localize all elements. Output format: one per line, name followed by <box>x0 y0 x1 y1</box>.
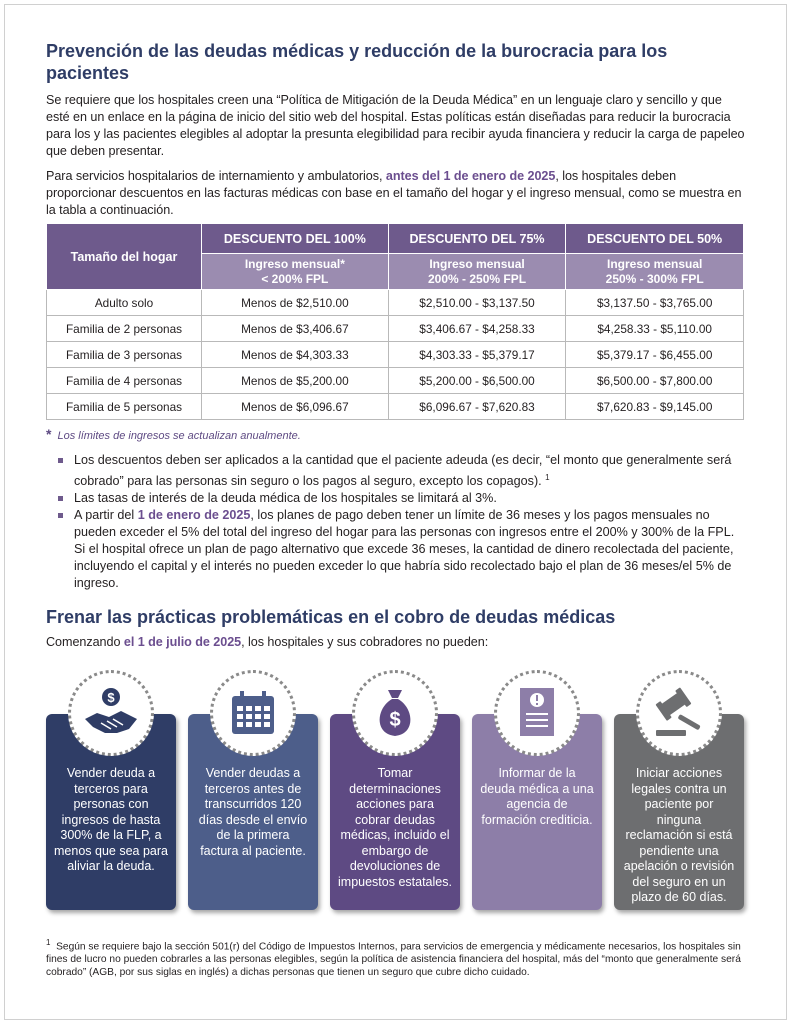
household-cell: Familia de 2 personas <box>47 316 202 342</box>
bullet-1-text: Los descuentos deben ser aplicados a la cantidad que el paciente adeuda (es decir, “el monto que generalmente será cobrado” para las personas sin seguro o los pagos al seguro, excepto los copagos). <box>74 453 732 489</box>
note-text: Los límites de ingresos se actualizan anualmente. <box>57 430 301 442</box>
note-asterisk: * <box>46 426 52 442</box>
income-cell: $7,620.83 - $9,145.00 <box>566 394 744 420</box>
income-cell: Menos de $6,096.67 <box>202 394 389 420</box>
footnote-text: Según se requiere bajo la sección 501(r) del Código de Impuestos Internos, para servicios de emergencia y médicamente necesarios, los hospitales sin fines de lucro no pueden cobrarles a las personas elegibles, según la política de asistencia financiera del hospital, más del “monto que generalmente será cobrado” (AGB, por sus siglas en inglés) a dichas personas que tienen un seguro que cubre dicho cuidado. <box>46 941 741 979</box>
table-row <box>47 316 744 342</box>
subheader-75-line2: 200% - 250% FPL <box>428 271 527 286</box>
table-row <box>47 342 744 368</box>
header-discount-75: DESCUENTO DEL 75% <box>388 224 566 254</box>
household-cell: Familia de 4 personas <box>47 368 202 394</box>
bullet-square-icon <box>58 458 63 463</box>
table-row <box>47 290 744 316</box>
intro-date-highlight: el 1 de julio de 2025 <box>123 635 242 650</box>
bullet-2-text: Las tasas de interés de la deuda médica de los hospitales se limitará al 3%. <box>74 491 497 506</box>
household-cell: Familia de 3 personas <box>47 342 202 368</box>
discount-paragraph-pre: Para servicios hospitalarios de internamiento y ambulatorios, <box>46 169 386 183</box>
subheader-100 <box>202 254 389 290</box>
bullet-square-icon <box>58 496 63 501</box>
table-row <box>47 394 744 420</box>
intro-pre: Comenzando <box>46 635 124 650</box>
card-text: Vender deuda a terceros para personas con ingresos de hasta 300% de la FLP, a menos que sea para aliviar la deuda. <box>54 766 168 873</box>
card-text: Tomar determinaciones acciones para cobrar deudas médicas, incluido el embargo de devoluciones de impuestos estatales. <box>338 766 452 889</box>
income-cell: $5,200.00 - $6,500.00 <box>388 368 566 394</box>
subheader-50 <box>566 254 744 290</box>
income-cell: $5,379.17 - $6,455.00 <box>566 342 744 368</box>
income-cell: $4,303.33 - $5,379.17 <box>388 342 566 368</box>
bullet-3-pre: A partir del <box>74 508 138 523</box>
gavel-icon <box>636 670 722 756</box>
money-bag-icon <box>352 670 438 756</box>
prohibited-practices <box>46 670 746 920</box>
discount-date-highlight: antes del 1 de enero de 2025 <box>385 169 556 183</box>
footnote-ref: 1 <box>545 473 550 482</box>
bullet-3-post: , los planes de pago deben tener un límite de 36 meses y los pagos mensuales no pueden exceder el 5% del total del ingreso del hogar para las personas con ingresos entre el 200% y 300% de la FPL. Si el hospital ofrece un plan de pago alternativo que excede 36 meses, la cantidad de dinero recolectada del paciente, incluyendo el capital y el interés no pueden exceder lo que habría sido recolectado bajo el plan de 36 meses/el 5% de ingreso. <box>74 508 735 591</box>
calendar-icon <box>210 670 296 756</box>
header-discount-100: DESCUENTO DEL 100% <box>202 224 389 254</box>
credit-report-icon <box>494 670 580 756</box>
card-text: Iniciar acciones legales contra un paciente por ninguna reclamación si está pendiente una apelación o revisión del seguro en un plazo de 60 días. <box>623 766 735 904</box>
card-text: Vender deudas a terceros antes de transcurridos 120 días desde el envío de la primera factura al paciente. <box>198 766 308 858</box>
discount-table <box>46 223 744 420</box>
intro-post: , los hospitales y sus cobradores no pueden: <box>241 635 489 650</box>
income-cell: $3,406.67 - $4,258.33 <box>388 316 566 342</box>
section-title-collections: Frenar las prácticas problemáticas en el cobro de deudas médicas <box>46 607 616 628</box>
household-cell: Adulto solo <box>47 290 202 316</box>
income-cell: Menos de $4,303.33 <box>202 342 389 368</box>
table-row <box>47 368 744 394</box>
subheader-100-line2: < 200% FPL <box>261 271 329 286</box>
income-cell: $4,258.33 - $5,110.00 <box>566 316 744 342</box>
list-item <box>46 507 746 592</box>
rules-list <box>46 452 746 592</box>
handshake-dollar-icon <box>68 670 154 756</box>
card-text: Informar de la deuda médica a una agencia de formación crediticia. <box>480 766 594 827</box>
income-cell: $3,137.50 - $3,765.00 <box>566 290 744 316</box>
policy-paragraph: Se requiere que los hospitales creen una “Política de Mitigación de la Deuda Médica” en un lenguaje claro y sencillo y que esté en un enlace en la página de inicio del sitio web del hospital. Estas políticas están diseñadas para reducir la burocracia para los y las pacientes elegibles al adoptar la presunta elegibilidad para recibir ayuda financiera y reducir la carga de papeleo que deben presentar. <box>46 93 745 158</box>
income-cell: Menos de $5,200.00 <box>202 368 389 394</box>
bullet-square-icon <box>58 513 63 518</box>
subheader-75-line1: Ingreso mensual <box>429 256 525 271</box>
discount-paragraph-post: , los hospitales deben proporcionar descuentos en las facturas médicas con base en el tamaño del hogar y el ingreso mensual, como se muestra en la tabla a continuación. <box>46 169 742 217</box>
table-corner-header: Tamaño del hogar <box>47 224 202 290</box>
subheader-50-line2: 250% - 300% FPL <box>605 271 704 286</box>
income-cell: $2,510.00 - $3,137.50 <box>388 290 566 316</box>
section-title-prevention: Prevención de las deudas médicas y reducción de la burocracia para los pacientes <box>46 41 668 83</box>
footnote-mark: 1 <box>46 938 51 947</box>
income-cell: $6,500.00 - $7,800.00 <box>566 368 744 394</box>
income-cell: Menos de $2,510.00 <box>202 290 389 316</box>
subheader-50-line1: Ingreso mensual <box>606 256 703 271</box>
svg-text:$: $ <box>389 709 401 731</box>
list-item <box>46 452 746 490</box>
bullet-3-date-highlight: 1 de enero de 2025 <box>137 508 251 523</box>
svg-text:$: $ <box>107 690 115 705</box>
income-cell: Menos de $3,406.67 <box>202 316 389 342</box>
footnote <box>46 936 746 979</box>
header-discount-50: DESCUENTO DEL 50% <box>566 224 744 254</box>
collections-intro <box>46 634 746 651</box>
main-content <box>46 40 746 651</box>
table-note <box>46 426 746 442</box>
list-item <box>46 490 746 507</box>
household-cell: Familia de 5 personas <box>47 394 202 420</box>
subheader-100-line1: Ingreso mensual* <box>244 256 345 271</box>
subheader-75 <box>388 254 566 290</box>
discount-paragraph <box>46 168 746 219</box>
income-cell: $6,096.67 - $7,620.83 <box>388 394 566 420</box>
